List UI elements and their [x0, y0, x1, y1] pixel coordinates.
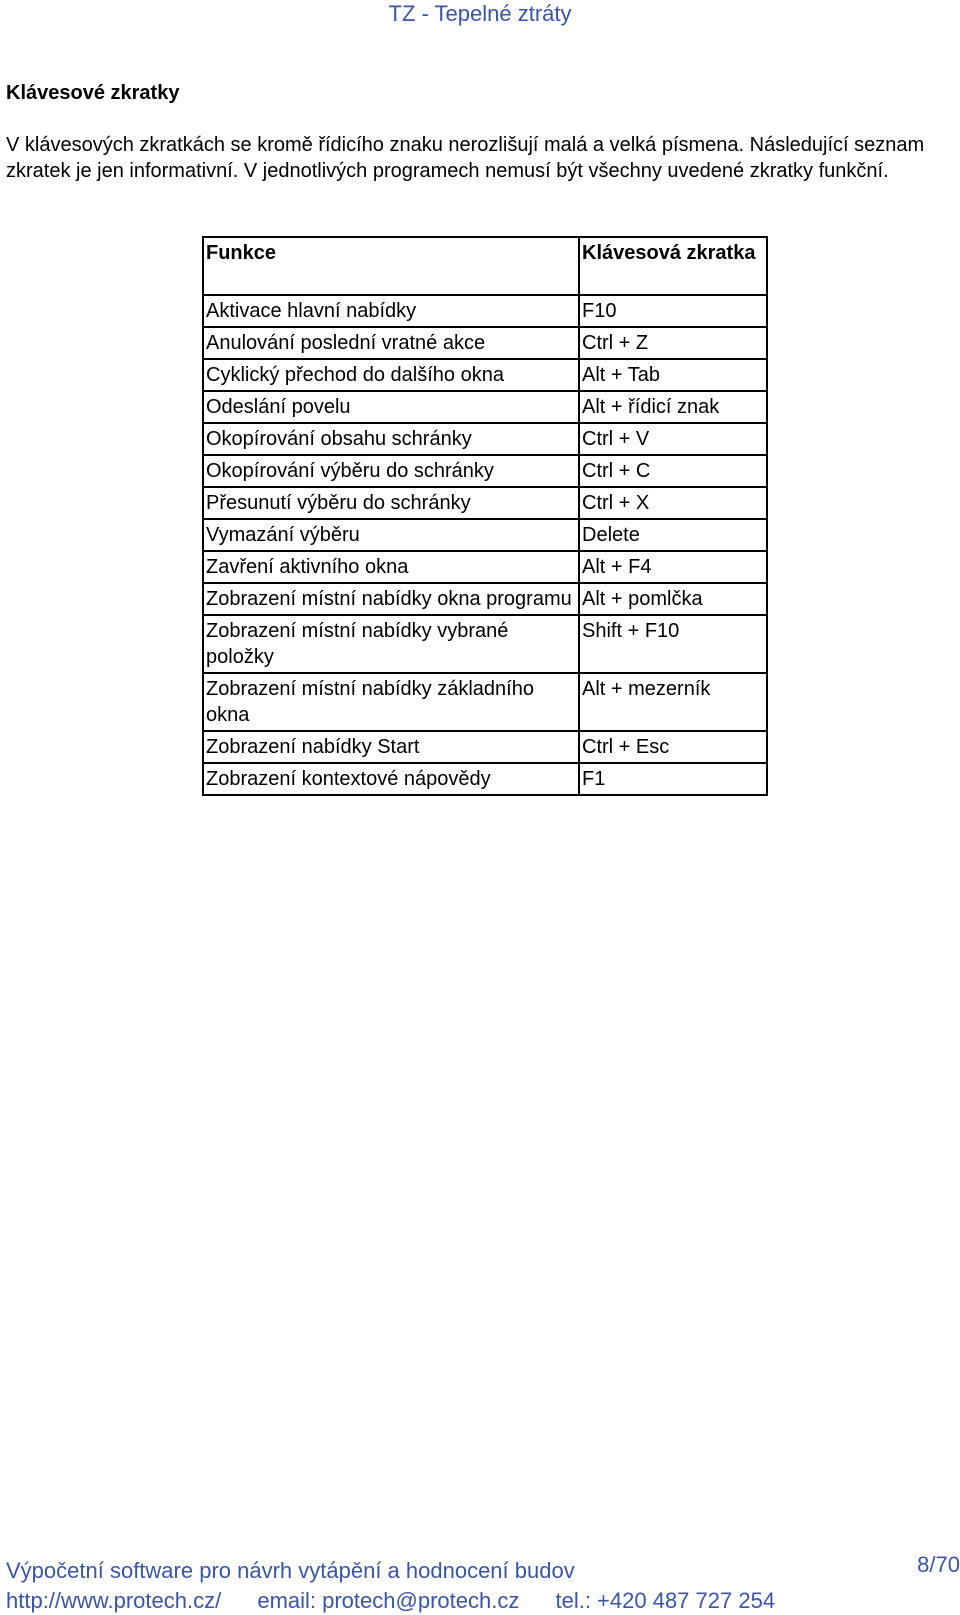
- table-row: [203, 391, 767, 423]
- shortcut-cell: Delete: [579, 519, 767, 551]
- column-header-shortcut: Klávesová zkratka: [579, 237, 767, 295]
- function-cell: Zobrazení místní nabídky vybrané položky: [203, 615, 579, 673]
- column-header-function: Funkce: [203, 237, 579, 295]
- shortcut-cell: Alt + řídicí znak: [579, 391, 767, 423]
- shortcut-cell: Alt + pomlčka: [579, 583, 767, 615]
- function-cell: Zobrazení místní nabídky okna programu: [203, 583, 579, 615]
- shortcut-cell: Ctrl + X: [579, 487, 767, 519]
- table-row: [203, 359, 767, 391]
- table-row: [203, 519, 767, 551]
- shortcut-cell: Ctrl + Esc: [579, 731, 767, 763]
- footer-phone: tel.: +420 487 727 254: [555, 1588, 776, 1613]
- shortcut-cell: Ctrl + Z: [579, 327, 767, 359]
- table-row: [203, 455, 767, 487]
- function-cell: Zobrazení místní nabídky základního okna: [203, 673, 579, 731]
- table-row: [203, 327, 767, 359]
- table-row: [203, 583, 767, 615]
- shortcut-cell: Ctrl + C: [579, 455, 767, 487]
- function-cell: Aktivace hlavní nabídky: [203, 295, 579, 327]
- function-cell: Anulování poslední vratné akce: [203, 327, 579, 359]
- function-cell: Zobrazení nabídky Start: [203, 731, 579, 763]
- shortcut-cell: F1: [579, 763, 767, 795]
- table-header-row: [203, 237, 767, 295]
- footer-product-name: Výpočetní software pro návrh vytápění a hodnocení budov: [6, 1558, 575, 1583]
- function-cell: Zobrazení kontextové nápovědy: [203, 763, 579, 795]
- table-row: [203, 673, 767, 731]
- document-title: TZ - Tepelné ztráty: [388, 1, 572, 26]
- function-cell: Vymazání výběru: [203, 519, 579, 551]
- shortcut-table: [202, 236, 768, 796]
- shortcut-cell: F10: [579, 295, 767, 327]
- table-row: [203, 763, 767, 795]
- table-row: [203, 487, 767, 519]
- function-cell: Odeslání povelu: [203, 391, 579, 423]
- footer-email[interactable]: email: protech@protech.cz: [257, 1588, 520, 1613]
- table-row: [203, 551, 767, 583]
- intro-paragraph: V klávesových zkratkách se kromě řídicího znaku nerozlišují malá a velká písmena. Následující seznam zkratek je jen informativní. V jednotlivých programech nemusí být všechny uvedené zkratky funkční.: [6, 134, 925, 182]
- function-cell: Okopírování obsahu schránky: [203, 423, 579, 455]
- footer-website-link[interactable]: http://www.protech.cz/: [6, 1588, 222, 1613]
- table-row: [203, 731, 767, 763]
- section-heading: Klávesové zkratky: [6, 82, 180, 104]
- function-cell: Zavření aktivního okna: [203, 551, 579, 583]
- shortcut-cell: Alt + F4: [579, 551, 767, 583]
- function-cell: Okopírování výběru do schránky: [203, 455, 579, 487]
- shortcut-cell: Shift + F10: [579, 615, 767, 673]
- table-row: [203, 295, 767, 327]
- page-number: 8/70: [917, 1552, 960, 1577]
- footer-contacts: [6, 1588, 775, 1614]
- table-row: [203, 615, 767, 673]
- table-row: [203, 423, 767, 455]
- shortcut-cell: Alt + Tab: [579, 359, 767, 391]
- shortcut-cell: Alt + mezerník: [579, 673, 767, 731]
- function-cell: Cyklický přechod do dalšího okna: [203, 359, 579, 391]
- shortcut-cell: Ctrl + V: [579, 423, 767, 455]
- function-cell: Přesunutí výběru do schránky: [203, 487, 579, 519]
